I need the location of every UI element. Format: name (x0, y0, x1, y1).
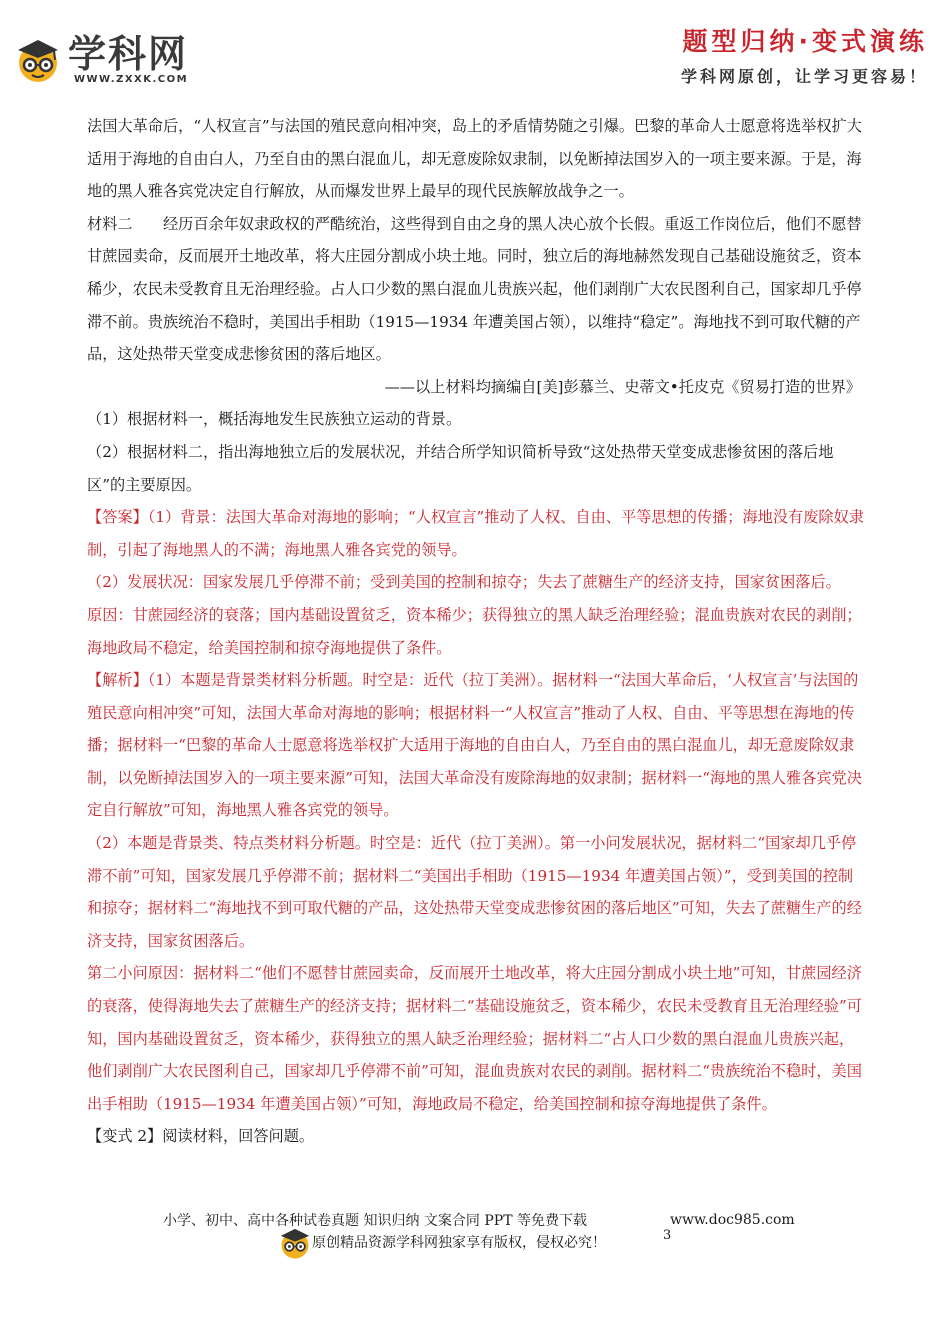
variant-heading: 【变式 2】阅读材料，回答问题。 (87, 1127, 315, 1146)
question-1: （1）根据材料一，概括海地发生民族独立运动的背景。 (87, 410, 462, 429)
answer-block (87, 501, 867, 566)
analysis-3: 第二小问原因：据材料二“他们不愿替甘蔗园卖命，反而展开土地改革，将大庄园分割成小块土地”可知，甘蔗园经济的衰落，使得海地失去了蔗糖生产的经济支持；据材料二“基础设施贫乏，资本稀少，农民未受教育且无治理经验”可知，国内基础设置贫乏，资本稀少，获得独立的黑人缺乏治理经验；据材料二“占人口少数的黑白混血儿贵族兴起，他们剥削广大农民图利自己，国家却几乎停滞不前”可知，混血贵族对农民的剥削。据材料二“贵族统治不稳时，美国出手相助（1915—1934 年遭美国占领）”可知，海地政局不稳定，给美国控制和掠夺海地提供了条件。 (87, 964, 862, 1113)
footer-copyright: 原创精品资源学科网独家享有版权，侵权必究！ (312, 1235, 606, 1251)
analysis-tag: 【解析】 (87, 671, 148, 690)
material-one-paragraph: 法国大革命后，“人权宣言”与法国的殖民意向相冲突，岛上的矛盾情势随之引爆。巴黎的革命人士愿意将选举权扩大适用于海地的自由白人，乃至自由的黑白混血儿，却无意废除奴隶制，以免断掉法国岁入的一项主要来源。于是，海地的黑人雅各宾党决定自行解放，从而爆发世界上最早的现代民族解放战争之一。 (87, 117, 862, 201)
slogan-title: 题型归纳·变式演练 (682, 27, 928, 56)
document-body (87, 110, 867, 1153)
analysis-block (87, 664, 867, 827)
logo-url: WWW.ZXXK.COM (74, 74, 189, 85)
analysis-1: （1）本题是背景类材料分析题。时空是：近代（拉丁美洲）。据材料一“法国大革命后，‘人权宣言’与法国的殖民意向相冲突”可知，法国大革命对海地的影响；根据材料一“人权宣言”推动了人权、自由、平等思想在海地的传播；据材料一“巴黎的革命人士愿意将选举权扩大适用于海地的自由白人，乃至自由的黑白混血儿，却无意废除奴隶制，以免断掉法国岁入的一项主要来源”可知，法国大革命没有废除海地的奴隶制；据材料一“海地的黑人雅各宾党决定自行解放”可知，海地黑人雅各宾党的领导。 (87, 671, 862, 820)
site-logo[interactable] (14, 30, 204, 90)
answer-3: 原因：甘蔗园经济的衰落；国内基础设置贫乏，资本稀少；获得独立的黑人缺乏治理经验；混血贵族对农民的剥削；海地政局不稳定，给美国控制和掠夺海地提供了条件。 (87, 605, 862, 657)
page-number: 3 (663, 1228, 672, 1243)
material-two-paragraph: 材料二 经历百余年奴隶政权的严酷统治，这些得到自由之身的黑人决心放个长假。重返工作岗位后，他们不愿替甘蔗园卖命，反而展开土地改革，将大庄园分割成小块土地。同时，独立后的海地赫然发现自己基础设施贫乏，资本稀少，农民未受教育且无治理经验。占人口少数的黑白混血儿贵族兴起，他们剥削广大农民图利自己，国家却几乎停滞不前。贵族统治不稳时，美国出手相助（1915—1934 年遭美国占领），以维持“稳定”。海地找不到可取代糖的产品，这处热带天堂变成悲惨贫困的落后地区。 (87, 214, 862, 364)
slogan-subtitle: 学科网原创，让学习更容易！ (680, 67, 928, 86)
logo-text: 学科网 (68, 32, 189, 76)
mascot-icon (14, 36, 62, 84)
question-2: （2）根据材料二，指出海地独立后的发展状况，并结合所学知识简析导致“这处热带天堂变成悲惨贫困的落后地区”的主要原因。 (87, 442, 834, 494)
answer-2: （2）发展状况：国家发展几乎停滞不前；受到美国的控制和掠夺；失去了蔗糖生产的经济支持，国家贫困落后。 (87, 573, 841, 592)
answer-tag: 【答案】 (87, 508, 148, 527)
answer-1: （1）背景：法国大革命对海地的影响；“人权宣言”推动了人权、自由、平等思想的传播；海地没有废除奴隶制，引起了海地黑人的不满；海地黑人雅各宾党的领导。 (87, 508, 864, 559)
source-citation: ——以上材料均摘编自[美]彭慕兰、史蒂文•托皮克《贸易打造的世界》 (384, 377, 861, 396)
analysis-2: （2）本题是背景类、特点类材料分析题。时空是：近代（拉丁美洲）。第一小问发展状况，据材料二“国家却几乎停滞不前”可知，国家发展几乎停滞不前；据材料二“美国出手相助（1915—1934 年遭美国占领）”，受到美国的控制和掠夺；据材料二“海地找不到可取代糖的产品，这处热带天堂变成悲惨贫困的落后地区”可知，失去了蔗糖生产的经济支持，国家贫困落后。 (87, 834, 862, 950)
footer-url-link[interactable]: www.doc985.com (670, 1212, 795, 1228)
footer-mascot-icon (278, 1226, 312, 1260)
footer-download-text: 小学、初中、高中各种试卷真题 知识归纳 文案合同 PPT 等免费下载 (163, 1213, 587, 1229)
page-header (0, 0, 950, 105)
